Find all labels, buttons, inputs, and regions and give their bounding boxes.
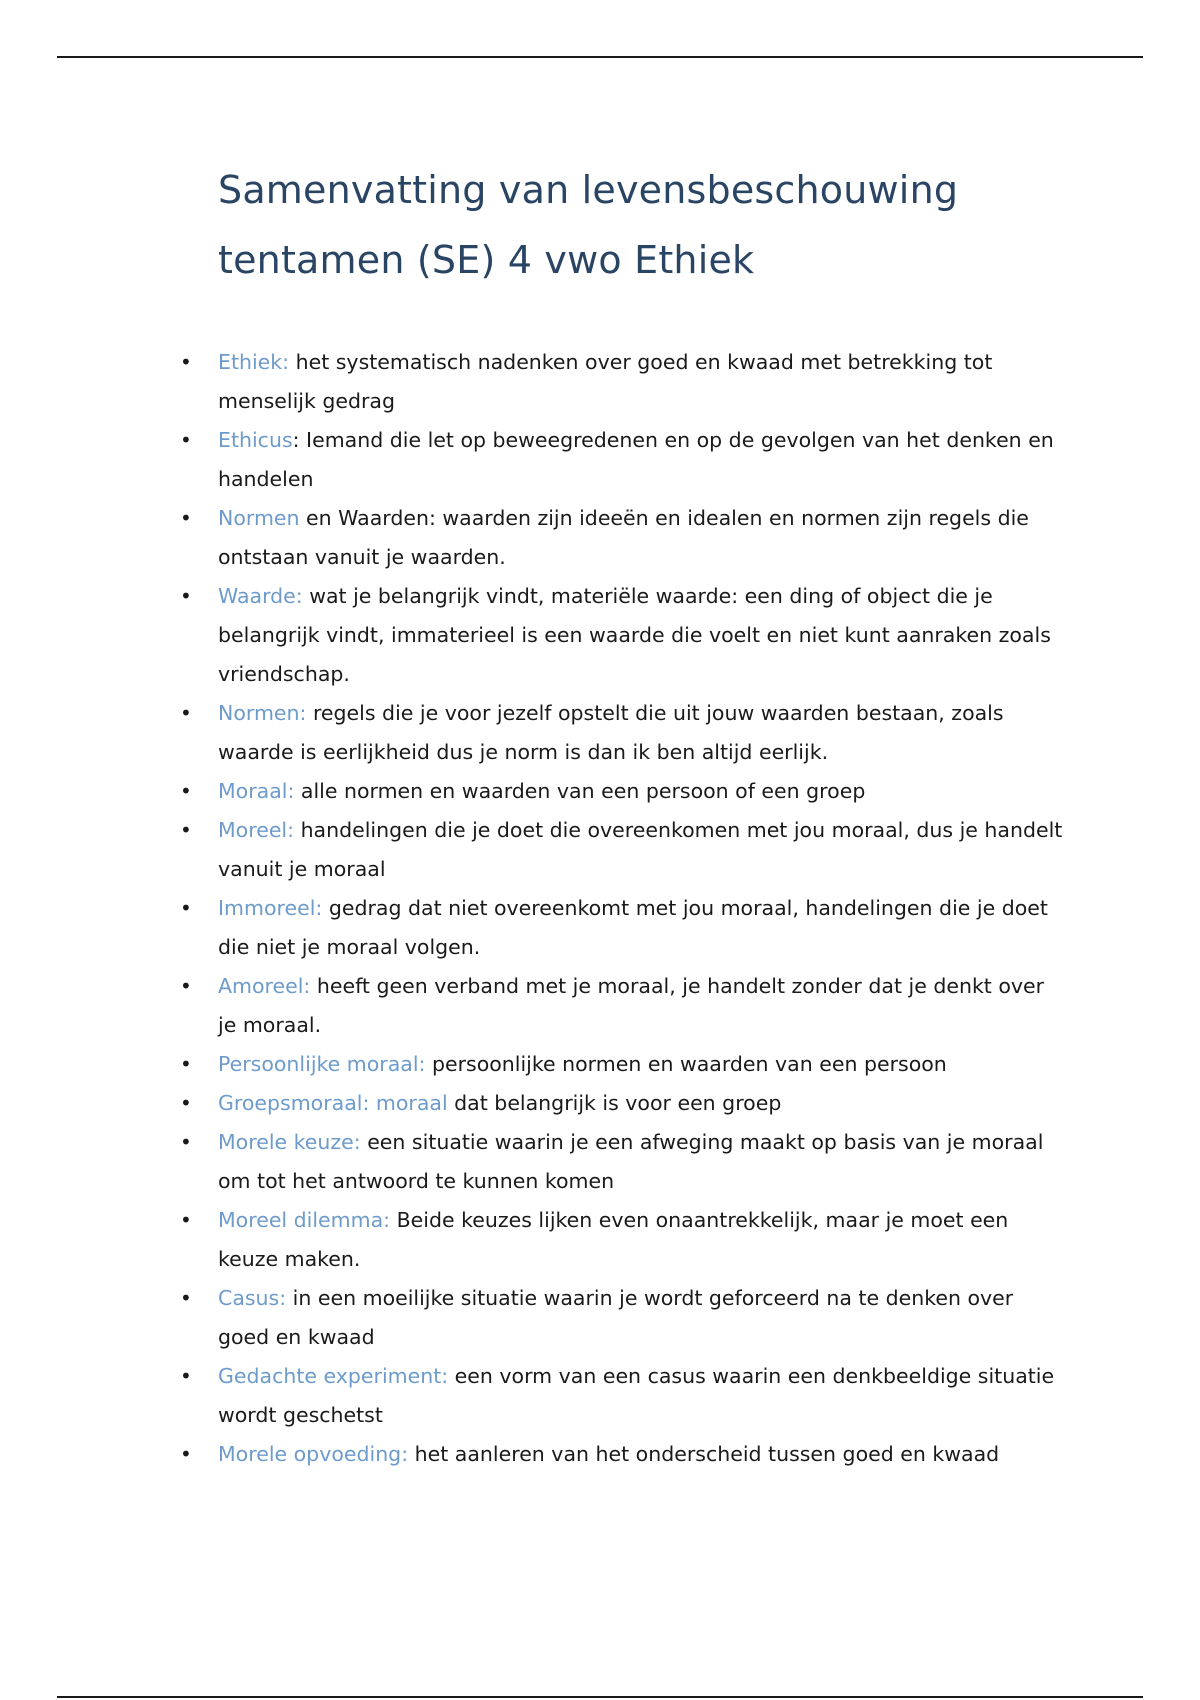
list-item (180, 1123, 1068, 1201)
term-definition: dat belangrijk is voor een groep (447, 1091, 782, 1115)
term-label: Ethiek: (218, 350, 290, 374)
term-definition: persoonlijke normen en waarden van een persoon (425, 1052, 947, 1076)
term-label: Morele opvoeding: (218, 1442, 409, 1466)
page-bottom-rule (57, 1696, 1143, 1698)
bullet-icon: • (180, 1442, 192, 1466)
term-definition: en Waarden: waarden zijn ideeën en idealen en normen zijn regels die ontstaan vanuit je waarden. (218, 506, 1029, 569)
term-definition: handelingen die je doet die overeenkomen met jou moraal, dus je handelt vanuit je moraal (218, 818, 1063, 881)
bullet-icon: • (180, 1091, 192, 1115)
term-definition: een vorm van een casus waarin een denkbeeldige situatie wordt geschetst (218, 1364, 1055, 1427)
term-definition: gedrag dat niet overeenkomt met jou moraal, handelingen die je doet die niet je moraal volgen. (218, 896, 1048, 959)
bullet-icon: • (180, 1364, 192, 1388)
bullet-icon: • (180, 1130, 192, 1154)
list-item (180, 1201, 1068, 1279)
bullet-icon: • (180, 1208, 192, 1232)
list-item (180, 772, 1068, 811)
term-label: Ethicus (218, 428, 293, 452)
bullet-icon: • (180, 1052, 192, 1076)
term-definition: heeft geen verband met je moraal, je handelt zonder dat je denkt over je moraal. (218, 974, 1045, 1037)
list-item (180, 421, 1068, 499)
list-item (180, 1435, 1068, 1474)
document-body (180, 155, 1068, 1474)
list-item (180, 694, 1068, 772)
term-label: Gedachte experiment: (218, 1364, 449, 1388)
list-item (180, 1084, 1068, 1123)
term-definition: : Iemand die let op beweegredenen en op de gevolgen van het denken en handelen (218, 428, 1054, 491)
bullet-icon: • (180, 974, 192, 998)
list-item (180, 343, 1068, 421)
term-definition: regels die je voor jezelf opstelt die uit jouw waarden bestaan, zoals waarde is eerlijkheid dus je norm is dan ik ben altijd eerlijk. (218, 701, 1004, 764)
term-definition: het aanleren van het onderscheid tussen goed en kwaad (408, 1442, 1000, 1466)
term-label: Moreel dilemma: (218, 1208, 391, 1232)
term-label: Morele keuze: (218, 1130, 361, 1154)
term-definition: in een moeilijke situatie waarin je wordt geforceerd na te denken over goed en kwaad (218, 1286, 1014, 1349)
definition-list (180, 343, 1068, 1474)
term-label: Amoreel: (218, 974, 311, 998)
term-label: Normen (218, 506, 300, 530)
page-top-rule (57, 56, 1143, 58)
term-definition: wat je belangrijk vindt, materiële waarde: een ding of object die je belangrijk vindt, immaterieel is een waarde die voelt en niet kunt aanraken zoals vriendschap. (218, 584, 1051, 686)
bullet-icon: • (180, 779, 192, 803)
term-definition: het systematisch nadenken over goed en kwaad met betrekking tot menselijk gedrag (218, 350, 993, 413)
term-label: Casus: (218, 1286, 287, 1310)
list-item (180, 499, 1068, 577)
term-definition: Beide keuzes lijken even onaantrekkelijk, maar je moet een keuze maken. (218, 1208, 1009, 1271)
term-label: Immoreel: (218, 896, 323, 920)
list-item (180, 811, 1068, 889)
bullet-icon: • (180, 701, 192, 725)
bullet-icon: • (180, 818, 192, 842)
term-label: Groepsmoraal: moraal (218, 1091, 448, 1115)
bullet-icon: • (180, 506, 192, 530)
list-item (180, 1045, 1068, 1084)
list-item (180, 1357, 1068, 1435)
bullet-icon: • (180, 428, 192, 452)
bullet-icon: • (180, 584, 192, 608)
term-label: Moreel: (218, 818, 295, 842)
bullet-icon: • (180, 896, 192, 920)
document-title: Samenvatting van levensbeschouwing tentamen (SE) 4 vwo Ethiek (218, 168, 959, 282)
bullet-icon: • (180, 1286, 192, 1310)
list-item (180, 577, 1068, 694)
term-definition: alle normen en waarden van een persoon of een groep (294, 779, 866, 803)
list-item (180, 889, 1068, 967)
term-label: Waarde: (218, 584, 303, 608)
term-label: Persoonlijke moraal: (218, 1052, 426, 1076)
term-definition: een situatie waarin je een afweging maakt op basis van je moraal om tot het antwoord te kunnen komen (218, 1130, 1044, 1193)
term-label: Moraal: (218, 779, 295, 803)
bullet-icon: • (180, 350, 192, 374)
list-item (180, 967, 1068, 1045)
list-item (180, 1279, 1068, 1357)
term-label: Normen: (218, 701, 307, 725)
